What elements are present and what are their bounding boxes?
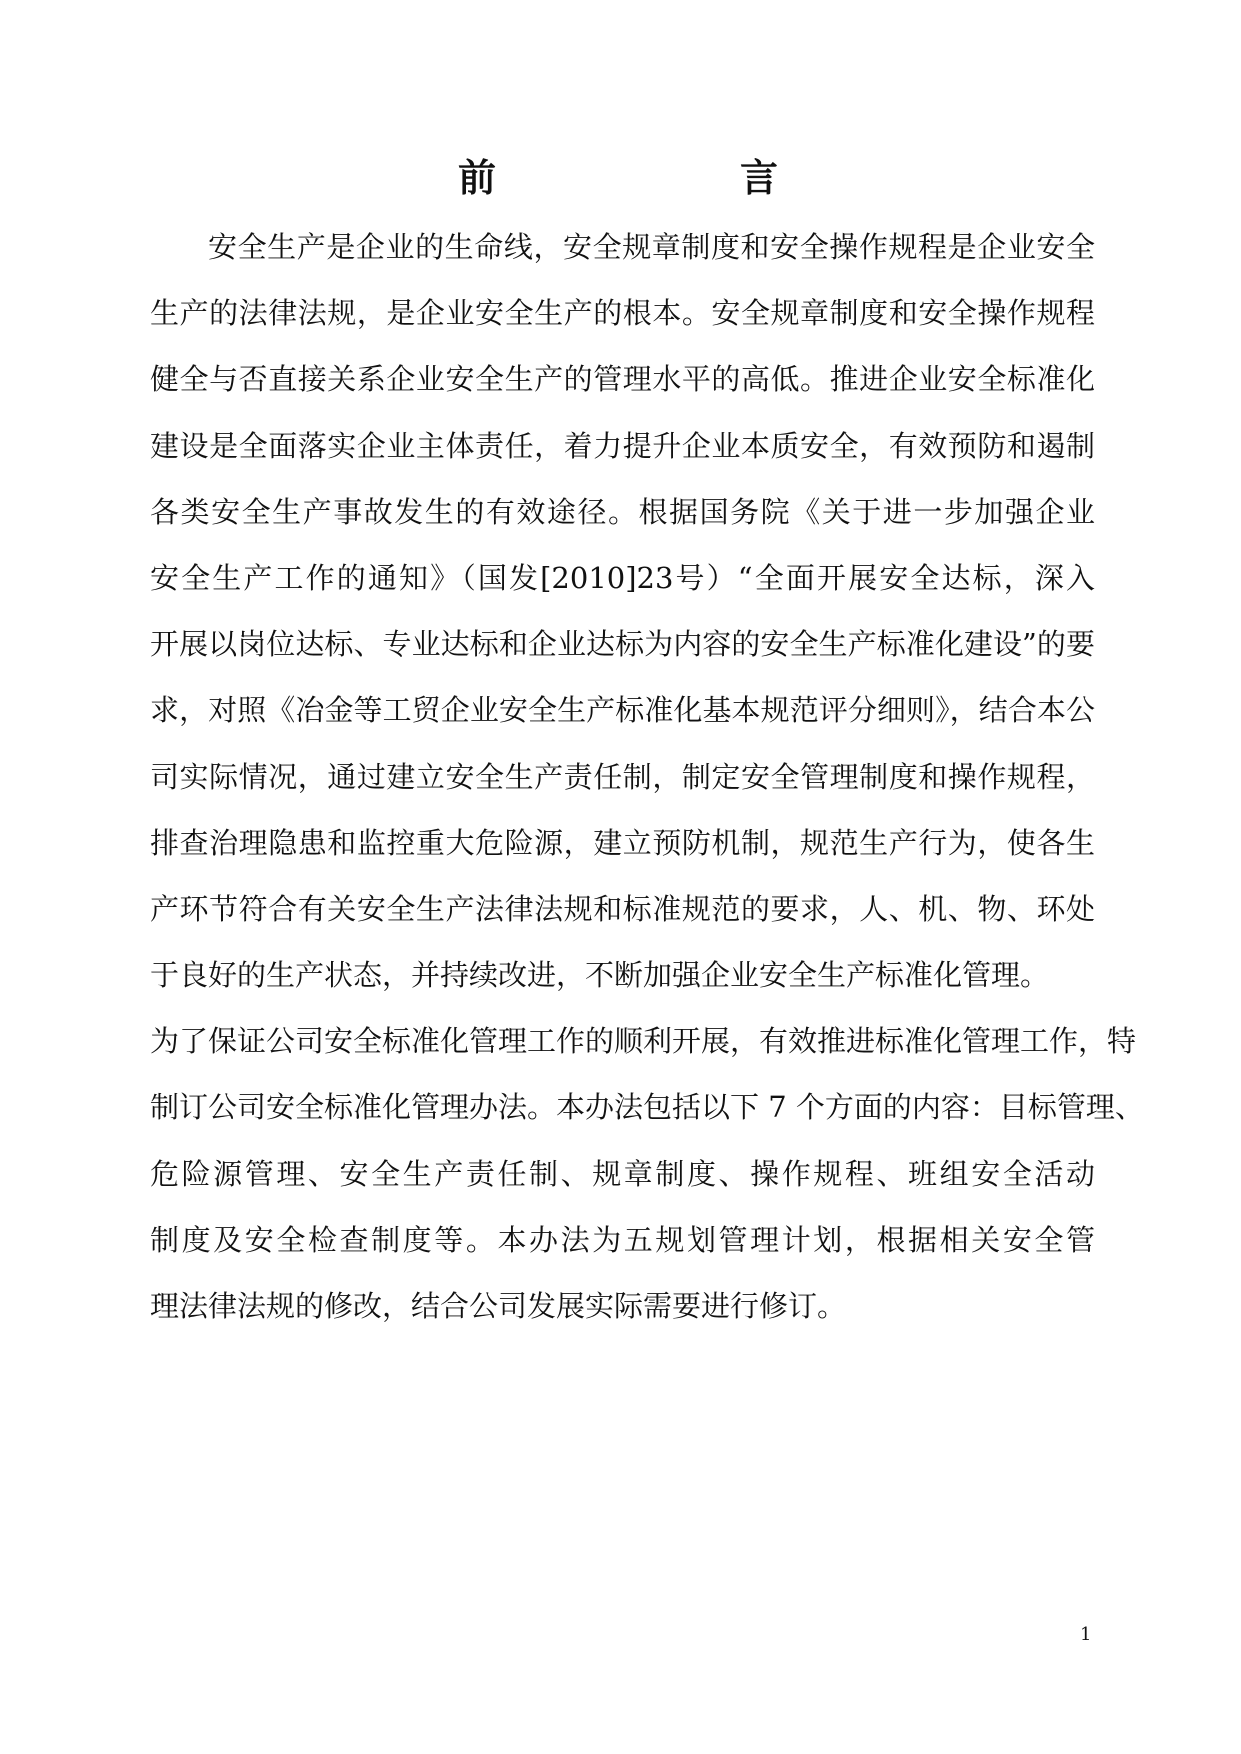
body-line-17: 理法律法规的修改，结合公司发展实际需要进行修订。 — [150, 1289, 847, 1323]
body-line-5: 各类安全生产事故发生的有效途径。根据国务院《关于进一步加强企业 — [150, 494, 1095, 529]
page-title — [0, 148, 1241, 208]
body-line-2: 生产的法律法规，是企业安全生产的根本。安全规章制度和安全操作规程 — [150, 296, 1095, 331]
preface-body — [150, 214, 1144, 1339]
body-line-15: 危险源管理、安全生产责任制、规章制度、操作规程、班组安全活动 — [150, 1156, 1095, 1191]
title-char-2: 言 — [740, 156, 779, 200]
body-line-16: 制度及安全检查制度等。本办法为五规划管理计划，根据相关安全管 — [150, 1222, 1095, 1257]
body-line-1: 安全生产是企业的生命线，安全规章制度和安全操作规程是企业安全 — [208, 230, 1095, 264]
body-line-9: 司实际情况，通过建立安全生产责任制，制定安全管理制度和操作规程， — [150, 759, 1095, 794]
body-line-6: 安全生产工作的通知》（国发[2010]23号）“全面开展安全达标，深入 — [150, 560, 1095, 595]
body-line-12: 于良好的生产状态，并持续改进，不断加强企业安全生产标准化管理。 — [150, 958, 1050, 993]
body-line-10: 排查治理隐患和监控重大危险源，建立预防机制，规范生产行为，使各生 — [150, 825, 1095, 860]
body-line-3: 健全与否直接关系企业安全生产的管理水平的高低。推进企业安全标准化 — [150, 362, 1095, 397]
body-line-7: 开展以岗位达标、专业达标和企业达标为内容的安全生产标准化建设”的要 — [150, 627, 1095, 662]
body-line-14: 制订公司安全标准化管理办法。本办法包括以下 7 个方面的内容：目标管理、 — [150, 1090, 1144, 1125]
body-line-13: 为了保证公司安全标准化管理工作的顺利开展，有效推进标准化管理工作，特 — [150, 1024, 1137, 1059]
body-line-4: 建设是全面落实企业主体责任，着力提升企业本质安全，有效预防和遏制 — [150, 428, 1095, 463]
body-line-8: 求，对照《冶金等工贸企业安全生产标准化基本规范评分细则》，结合本公 — [150, 693, 1095, 728]
body-line-11: 产环节符合有关安全生产法律法规和标准规范的要求，人、机、物、环处 — [150, 891, 1095, 926]
page-number: 1 — [1080, 1624, 1092, 1645]
title-char-1: 前 — [458, 156, 497, 200]
